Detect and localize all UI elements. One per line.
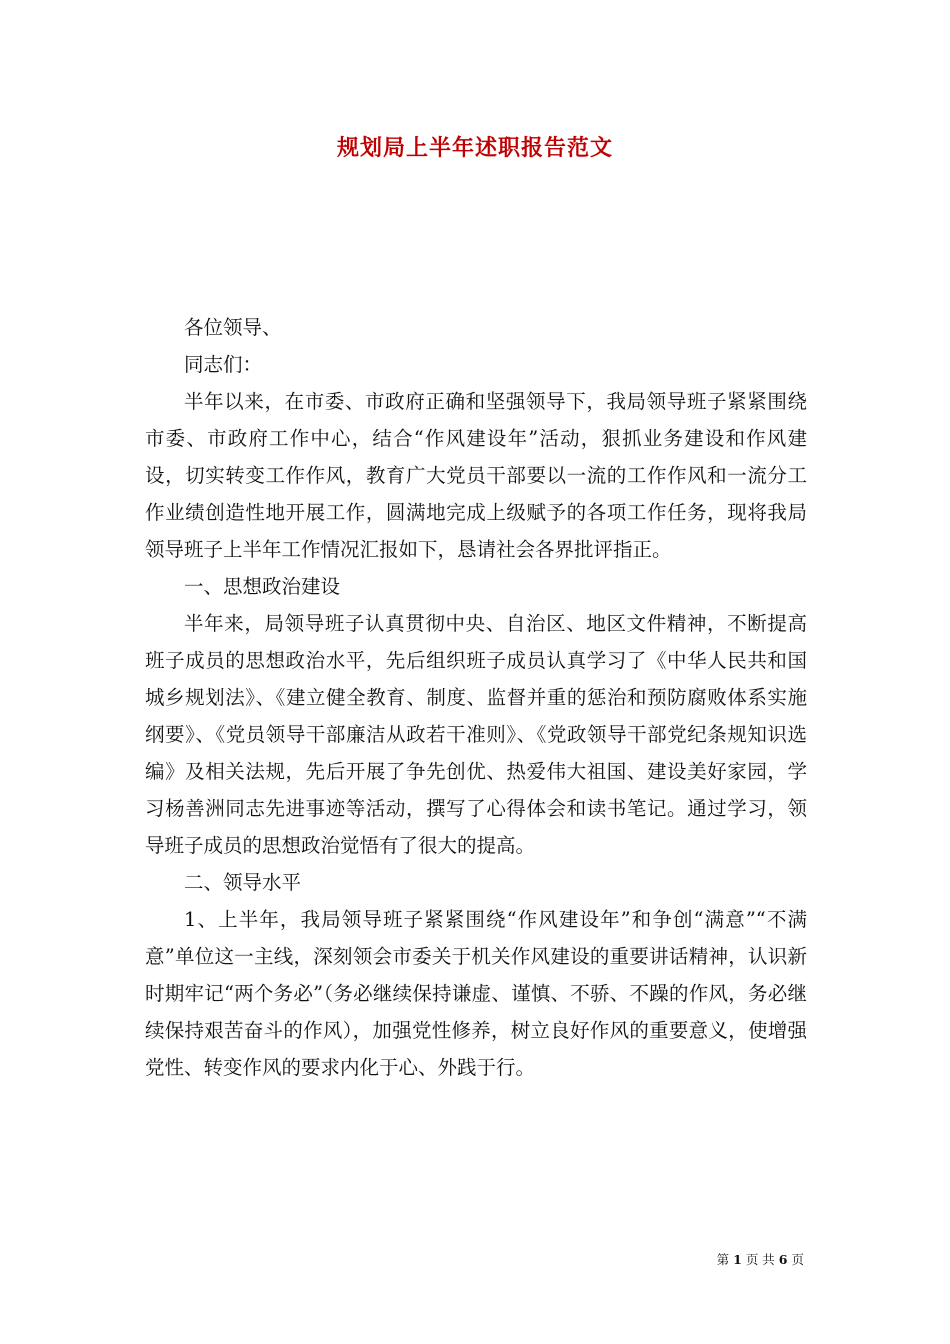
footer-suffix: 页: [791, 1252, 804, 1267]
footer-middle: 页 共: [745, 1252, 775, 1267]
section-1-paragraph: 半年来，局领导班子认真贯彻中央、自治区、地区文件精神，不断提高班子成员的思想政治水平，先后组织班子成员认真学习了《中华人民共和国城乡规划法》、《建立健全教育、制度、监督并重的惩治和预防腐败体系实施纲要》、《党员领导干部廉洁从政若干准则》、《党政领导干部党纪条规知识选编》及相关法规，先后开展了争先创优、热爱伟大祖国、建设美好家园，学习杨善洲同志先进事迹等活动，撰写了心得体会和读书笔记。通过学习，领导班子成员的思想政治觉悟有了很大的提高。: [145, 612, 807, 857]
page-footer: [717, 1250, 804, 1268]
salutation-line-1: 各位领导、: [184, 316, 282, 339]
footer-prefix: 第: [716, 1252, 730, 1267]
document-title: 规划局上半年述职报告范文: [336, 135, 613, 161]
footer-total-pages: 6: [778, 1252, 788, 1267]
section-2-paragraph: 1、上半年，我局领导班子紧紧围绕“作风建设年”和争创“满意”“不满意”单位这一主线，深刻领会市委关于机关作风建设的重要讲话精神，认识新时期牢记“两个务必”（务必继续保持谦虚、谨慎、不骄、不躁的作风，务必继续保持艰苦奋斗的作风），加强党性修养，树立良好作风的重要意义，使增强党性、转变作风的要求内化于心、外践于行。: [145, 908, 807, 1079]
salutation-line-2: 同志们：: [184, 353, 263, 376]
document-body: [145, 309, 807, 1086]
section-heading-2: 二、领导水平: [184, 871, 302, 894]
footer-page-number: 1: [733, 1252, 742, 1267]
intro-paragraph: 半年以来，在市委、市政府正确和坚强领导下，我局领导班子紧紧围绕市委、市政府工作中心，结合“作风建设年”活动，狠抓业务建设和作风建设，切实转变工作作风，教育广大党员干部要以一流的工作作风和一流分工作业绩创造性地开展工作，圆满地完成上级赋予的各项工作任务，现将我局领导班子上半年工作情况汇报如下，恳请社会各界批评指正。: [145, 390, 807, 561]
section-heading-1: 一、思想政治建设: [184, 575, 341, 598]
